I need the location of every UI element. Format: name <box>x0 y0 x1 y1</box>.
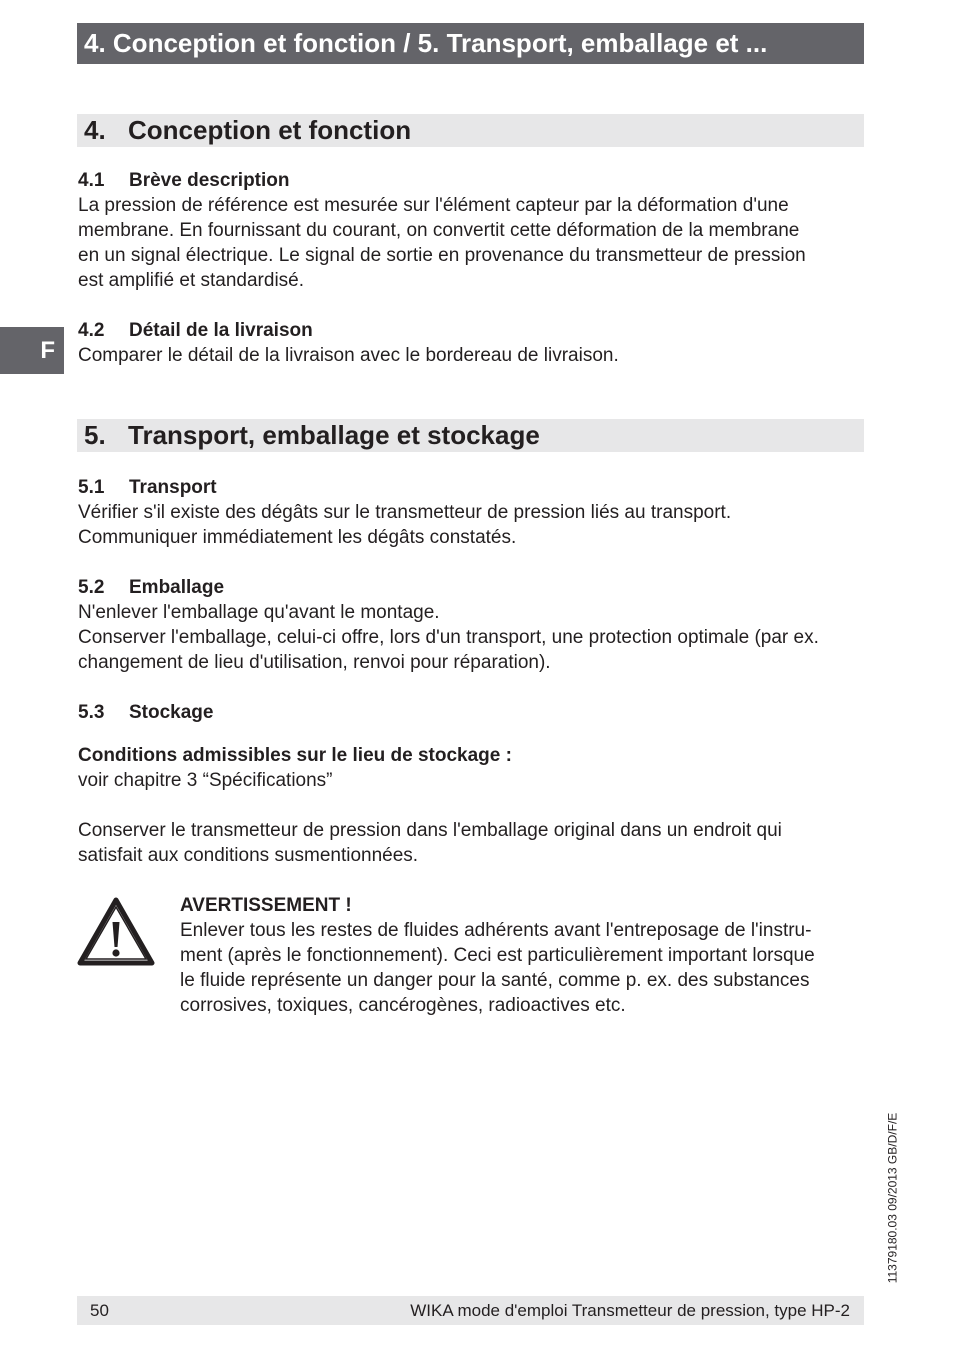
text-line: corrosives, toxiques, cancérogènes, radioactives etc. <box>180 995 626 1016</box>
section-5-title: Transport, emballage et stockage <box>128 420 540 450</box>
text-line: Enlever tous les restes de fluides adhérents avant l'entreposage de l'instru- <box>180 920 812 941</box>
subsection-title: Stockage <box>129 702 214 723</box>
section-4-number: 4. <box>84 115 106 145</box>
page-header: 4. Conception et fonction / 5. Transport, emballage et ... <box>77 23 864 64</box>
subsection-4-1-heading <box>78 168 290 193</box>
warning-triangle-icon <box>77 897 155 967</box>
warning-title: AVERTISSEMENT ! <box>180 895 352 916</box>
packaging-paragraph <box>78 600 819 675</box>
text-line: Vérifier s'il existe des dégâts sur le transmetteur de pression liés au transport. <box>78 502 732 523</box>
warning-text <box>180 918 815 1018</box>
storage-conditions-label: Conditions admissibles sur le lieu de stockage : <box>78 745 512 766</box>
storage-conditions-reference: voir chapitre 3 “Spécifications” <box>78 770 333 791</box>
storage-paragraph <box>78 818 782 868</box>
text-line: changement de lieu d'utilisation, renvoi pour réparation). <box>78 652 551 673</box>
section-4-title: Conception et fonction <box>128 115 412 145</box>
text-line: en un signal électrique. Le signal de sortie en provenance du transmetteur de pression <box>78 245 806 266</box>
subsection-number: 5.3 <box>78 702 105 723</box>
text-line: Communiquer immédiatement les dégâts constatés. <box>78 527 517 548</box>
text-line: Comparer le détail de la livraison avec le bordereau de livraison. <box>78 345 619 366</box>
subsection-number: 4.1 <box>78 170 105 191</box>
text-line: ment (après le fonctionnement). Ceci est particulièrement important lorsque <box>180 945 815 966</box>
text-line: membrane. En fournissant du courant, on convertit cette déformation de la membrane <box>78 220 800 241</box>
subsection-number: 4.2 <box>78 320 105 341</box>
language-tab: F <box>0 327 64 374</box>
subsection-5-1-heading <box>78 475 217 500</box>
delivery-detail-paragraph <box>78 343 619 368</box>
page-number: 50 <box>90 1301 109 1320</box>
section-5-heading <box>77 419 864 452</box>
subsection-4-2-heading <box>78 318 313 343</box>
text-line: le fluide représente un danger pour la santé, comme p. ex. des substances <box>180 970 810 991</box>
subsection-title: Emballage <box>129 577 225 598</box>
transport-paragraph <box>78 500 731 550</box>
document-code-text: 11379180.03 09/2013 GB/D/F/E <box>885 1112 900 1284</box>
subsection-5-3-heading <box>78 700 213 725</box>
text-line: La pression de référence est mesurée sur l'élément capteur par la déformation d'une <box>78 195 789 216</box>
text-line: satisfait aux conditions susmentionnées. <box>78 845 419 866</box>
document-code <box>870 1100 914 1296</box>
page-footer <box>77 1296 864 1325</box>
section-5-number: 5. <box>84 420 106 450</box>
subsection-title: Transport <box>129 477 217 498</box>
subsection-5-2-heading <box>78 575 224 600</box>
text-line: Conserver le transmetteur de pression dans l'emballage original dans un endroit qui <box>78 820 782 841</box>
subsection-title: Détail de la livraison <box>129 320 313 341</box>
text-line: Conserver l'emballage, celui-ci offre, lors d'un transport, une protection optimale (par ex. <box>78 627 819 648</box>
brief-description-paragraph <box>78 193 806 293</box>
text-line: N'enlever l'emballage qu'avant le montage. <box>78 602 440 623</box>
section-4-heading <box>77 114 864 147</box>
subsection-title: Brève description <box>129 170 290 191</box>
footer-title: WIKA mode d'emploi Transmetteur de pression, type HP-2 <box>410 1301 850 1320</box>
subsection-number: 5.2 <box>78 577 105 598</box>
subsection-number: 5.1 <box>78 477 105 498</box>
text-line: est amplifié et standardisé. <box>78 270 305 291</box>
